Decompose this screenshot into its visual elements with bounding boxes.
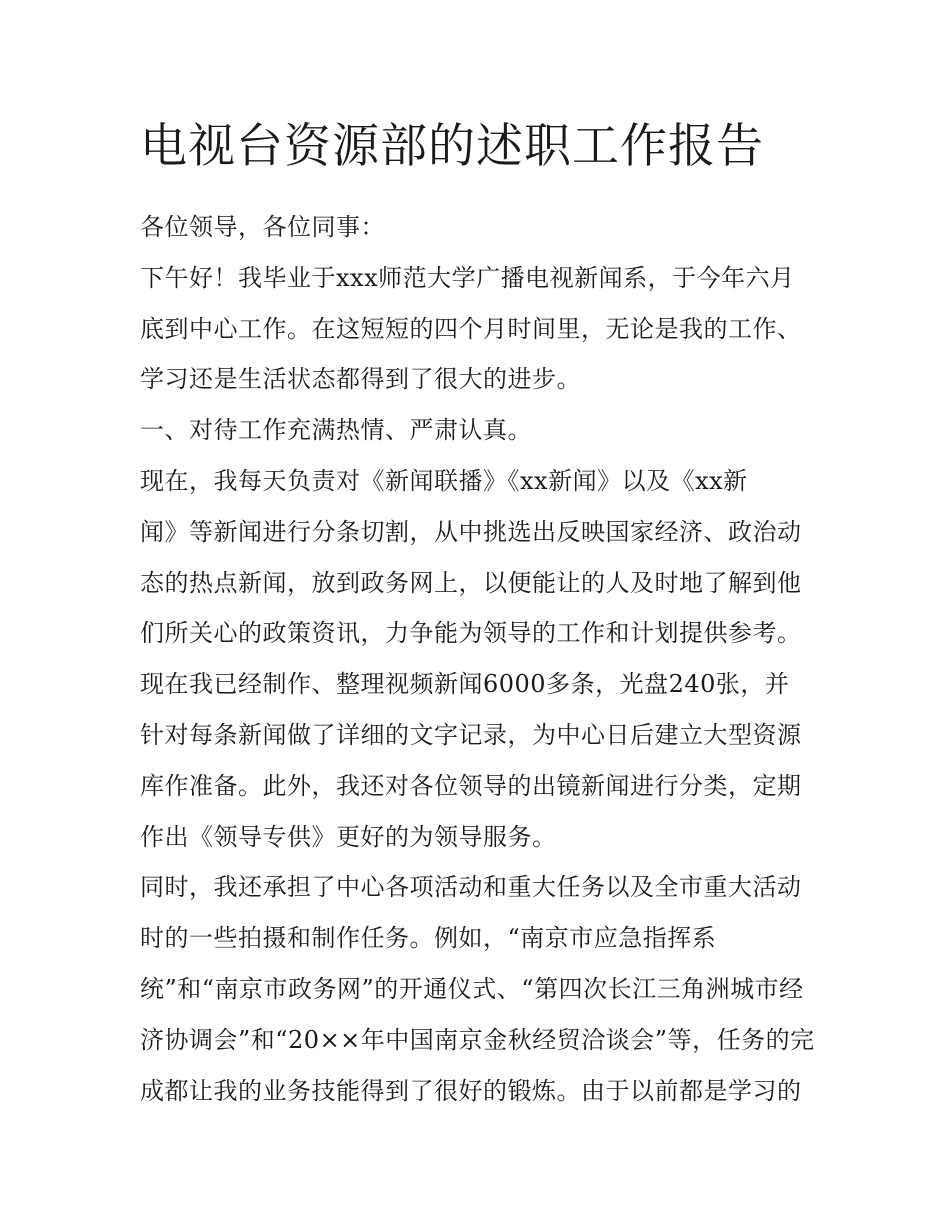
body-line: 统”和“南京市政务网”的开通仪式、“第四次长江三角洲城市经 [140, 974, 804, 1003]
body-line: 济协调会”和“20××年中国南京金秋经贸洽谈会”等，任务的完 [140, 1025, 815, 1054]
body-line: 同时，我还承担了中心各项活动和重大任务以及全市重大活动 [140, 873, 802, 902]
section-heading: 一、对待工作充满热情、严肃认真。 [140, 416, 532, 445]
document-body [140, 202, 820, 1116]
body-line: 作出《领导专供》更好的为领导服务。 [140, 822, 557, 851]
body-line: 态的热点新闻，放到政务网上，以便能让的人及时地了解到他 [140, 568, 802, 597]
document-title: 电视台资源部的述职工作报告 [140, 119, 764, 174]
body-line: 现在，我每天负责对《新闻联播》《xx新闻》以及《xx新 [140, 466, 748, 495]
body-line: 底到中心工作。在这短短的四个月时间里，无论是我的工作、 [140, 314, 802, 343]
body-line: 库作准备。此外，我还对各位领导的出镜新闻进行分类，定期 [140, 771, 802, 800]
body-line: 时的一些拍摄和制作任务。例如，“南京市应急指挥系 [140, 924, 717, 953]
body-line: 成都让我的业务技能得到了很好的锻炼。由于以前都是学习的 [140, 1076, 802, 1105]
body-line: 闻》等新闻进行分条切割，从中挑选出反映国家经济、政治动 [140, 517, 802, 546]
body-line: 针对每条新闻做了详细的文字记录，为中心日后建立大型资源 [140, 720, 802, 749]
body-line: 们所关心的政策资讯，力争能为领导的工作和计划提供参考。 [140, 619, 802, 648]
body-line: 学习还是生活状态都得到了很大的进步。 [140, 365, 581, 394]
body-line: 现在我已经制作、整理视频新闻6000多条，光盘240张，并 [140, 670, 790, 699]
body-line: 各位领导，各位同事： [140, 213, 385, 241]
body-line: 下午好！我毕业于xxx师范大学广播电视新闻系，于今年六月 [140, 263, 795, 292]
